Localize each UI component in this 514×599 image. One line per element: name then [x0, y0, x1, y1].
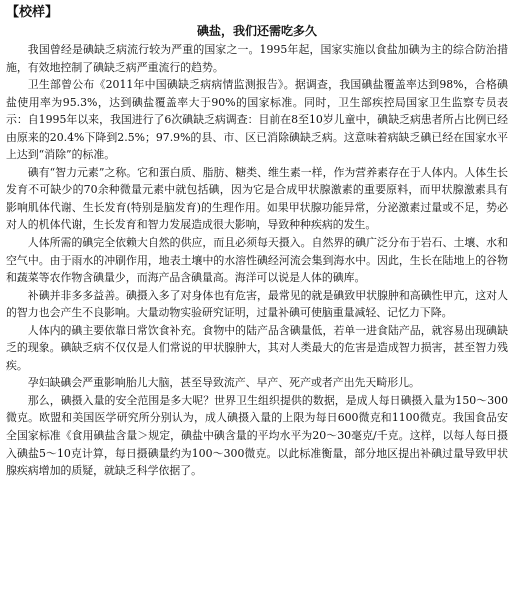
paragraph-safe-range: 那么，碘摄入量的安全范围是多大呢？世界卫生组织提供的数据，是成人每日碘摄入量为150～300微克。欧盟和美国医学研究所分别认为，成人碘摄入量的上限为每日600微克和1100微克。我国食品安全国家标准《食用碘盐含量＞规定，碘盐中碘含量的平均水平为20～30毫克/千克。这样，以每人每日摄入碘盐5～10克计算，每日摄碘量约为100～300微克。以此标准衡量，部分地区提出补碘过量导致甲状腺疾病增加的质疑，就缺乏科学依据了。 [6, 393, 508, 478]
paragraph-intelligence-element: 碘有“智力元素”之称。它和蛋白质、脂肪、糖类、维生素一样，作为营养素存在于人体内。人体生长发育不可缺少的70余种微量元素中就包括碘，因为它是合成甲状腺激素的重要原料，而甲状腺激素具有影响肌体代谢、生长发育(特别是脑发育)的生理作用。如果甲状腺功能异常，分泌激素过量或不足，势必对人的机体代谢，生长发育和智力发展造成很大影响，导致种种疾病的发生。 [6, 165, 508, 232]
paragraph-intro: 我国曾经是碘缺乏病流行较为严重的国家之一。1995年起，国家实施以食盐加碘为主的综合防治措施，有效地控制了碘缺乏病严重流行的趋势。 [6, 43, 508, 74]
article-title: 碘盐，我们还需吃多久 [196, 24, 317, 38]
proof-tag: 【校样】 [6, 5, 59, 20]
article-body [6, 41, 508, 480]
paragraph-pregnancy: 孕妇缺碘会严重影响胎儿大脑，甚至导致流产、早产、死产或者产出先天畸形儿。 [27, 376, 420, 390]
paragraph-diet: 人体内的碘主要依靠日常饮食补充。食物中的陆产品含碘量低，若单一进食陆产品，就容易出现碘缺乏的现象。碘缺乏病不仅仅是人们常说的甲状腺肿大，其对人类最大的危害是造成智力损害，甚至智力残疾。 [6, 323, 508, 372]
paragraph-survey: 卫生部曾公布《2011年中国碘缺乏病病情监测报告》。据调查，我国碘盐覆盖率达到98%，合格碘盐使用率为95.3%，达到碘盐覆盖率大于90%的国家标准。同时，卫生部疾控局国家卫生监察专员表示：自1995年以来，我国进行了6次碘缺乏病调查：目前在8至10岁儿童中，碘缺乏病患者所占比例已经由原来的20.4%下降到2.5%；97.9%的县、市、区已消除碘缺乏病。这意味着病缺乏碘已经在国家水平上达到“消除”的标准。 [6, 78, 508, 162]
paragraph-natural-sources: 人体所需的碘完全依赖大自然的供应，而且必须每天摄入。自然界的碘广泛分布于岩石、土壤、水和空气中。由于雨水的冲刷作用，地表土壤中的水溶性碘经河流会集到海水中。因此，生长在陆地上的谷物和蔬菜等农作物含碘量少，而海产品含碘量高。海洋可以说是人体的碘库。 [6, 236, 508, 285]
paragraph-excess-risk: 补碘并非多多益善。碘摄入多了对身体也有危害，最常见的就是碘致甲状腺肿和高碘性甲亢，这对人的智力也会产生不良影响。大量动物实验研究证明，过量补碘可使脑重量减轻、记忆力下降。 [6, 288, 508, 320]
